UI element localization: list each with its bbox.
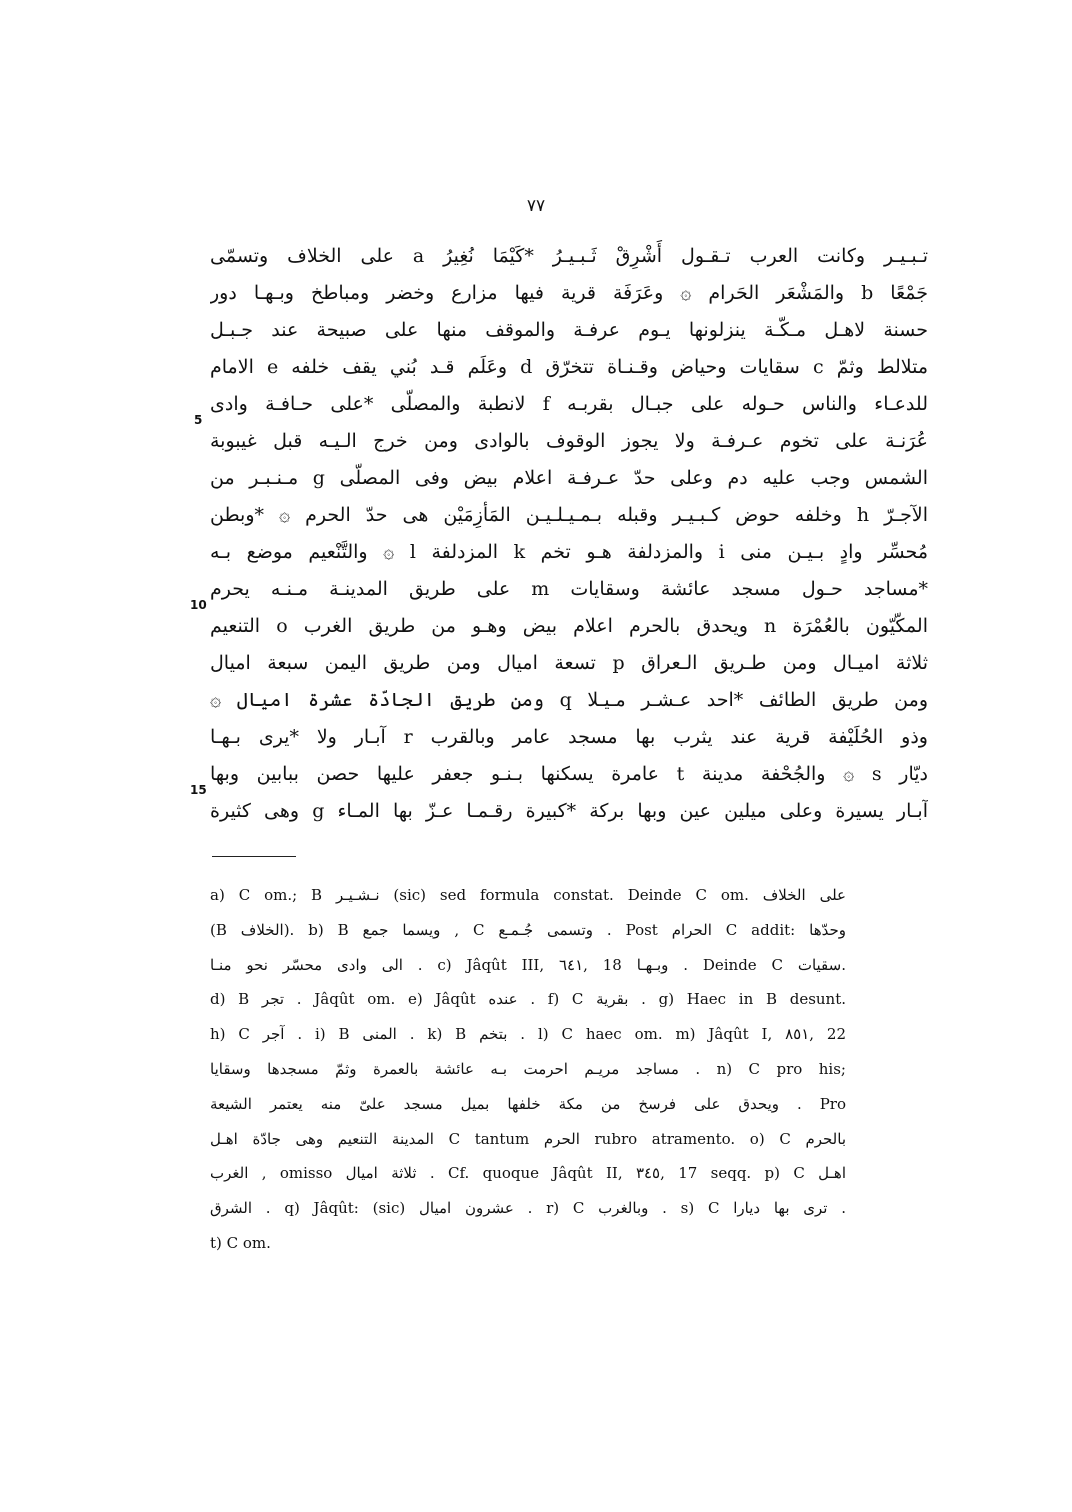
text-line: [210, 793, 928, 830]
footnote-line: d) B تجر . Jâqût om. e) Jâqût عنده . f) C بقرية . g) Haec in B desunt.: [210, 990, 846, 1009]
text-line: [210, 312, 928, 349]
text-line: [210, 645, 928, 682]
footnote-line: الى وادى محسّر نحو منـا . c) Jâqût III, ٦٤١, 18 وبـهـا . Deinde C سقيات.: [210, 955, 846, 974]
line-text: متلالط وثمّ c سقايات وحياض وقـنـاة تتخرّق d وعَلَم قـد بُني يقف خلفه e الامام: [210, 356, 928, 378]
line-text: تـبـيـر وكانت العرب تـقـول أَشْرِقْ ثَـبـيـرُ *كَيْمَا نُغِيرُ a على الخلاف وتسمّى: [210, 245, 928, 267]
footnote-line: ويحدق على فرسخ من مكة خلفها بميل مسجد علىّ منه يعتمر الشيعة . Pro: [210, 1094, 846, 1113]
line-text: جَمْعًا b والمَشْعَر الحَرام ۞ وعَرَفَة قرية فيها مزارع وخضر ومباطخ وبـهـا دور: [210, 282, 928, 304]
footnote-divider: [212, 856, 296, 857]
footnote-line: (B الخلاف). b) B ويسما جمع , C وتسمى جُـمـع . Post الحرام C addit: وحدّها: [210, 920, 846, 939]
line-number-15: 15: [190, 783, 207, 797]
line-text: مُحسِّر وادٍ بـيـن منى i والمزدلفة هـو تخم k المزدلفة l ۞ والتَّنْعيم موضع بـه: [210, 541, 928, 563]
line-text: الآجـرّ h وخلفه حوض كـبـيـر وقبله بـمـيـلـيـن المَأزِمَيْن هى حدّ الحرم ۞ *وبطن: [210, 504, 928, 526]
text-line: [210, 497, 928, 534]
footnote-line: المدينة التنعيم وهى جادّة اهـل C tantum الحرم rubro atramento. o) C بالحرم: [210, 1129, 846, 1148]
text-line: [210, 386, 928, 423]
text-line: [210, 682, 928, 719]
text-line: [210, 719, 928, 756]
line-number-5: 5: [194, 413, 203, 427]
line-text: حسنة لاهـل مـكّـة ينزلونها يـوم عرفـة والموقف منها على صبيحة عند جـبـل: [210, 319, 928, 341]
footnote-line: مساجد مريـم احرمت بـه عائشة بالعمرة وثمّ مسجدها وسقايا . n) C pro his;: [210, 1059, 846, 1078]
text-line: [210, 349, 928, 386]
line-text: الشمس وجب عليه دم وعلى حدّ عـرفـة اعلام بيض وفى المصلّى g مـنـبـر من: [210, 467, 928, 489]
line-text: المكّيّون بالعُمْرَة n ويحدق بالحرم اعلام بيض وهـو من طريق الغرب o التنعيم: [210, 615, 928, 637]
text-line: [210, 534, 928, 571]
line-text: للدعـاء والناس حـوله على جبـال بقربـه f لانطبة والمصلّى *على حـافـة وادى: [210, 393, 928, 415]
page-number: ٧٧: [526, 196, 546, 216]
footnote-line: a) C om.; B نـشـيـر (sic) sed formula constat. Deinde C om. على الخلاف: [210, 886, 846, 904]
line-text: آبـار يسيرة وعلى ميلين عين وبها بركة *كبيرة رقـمـا عـزّ بها المـاء g وهى كثيرة: [210, 800, 928, 822]
line-text: ومن طريق الطائف *احد عـشـر مـيـلا q ومن طريق الجادّة عشرة اميال ۞: [210, 689, 928, 711]
line-text: عُرَنـة على تخوم عـرفـة ولا يجوز الوقوف بالوادى ومن خرج الـيـه قبل غيبوبة: [210, 430, 928, 452]
text-line: [210, 756, 928, 793]
line-text: ثلاثة اميـال ومن طـريق الـعراق p تسعة اميال ومن طريق اليمن سبعة اميال: [210, 652, 928, 674]
footnote-line: t) C om.: [210, 1233, 271, 1252]
text-line: [210, 423, 928, 460]
text-line: [210, 275, 928, 312]
footnote-line: الغرب , omisso ثلاثة اميال . Cf. quoque Jâqût II, ٣٤٥, 17 seqq. p) C اهـل: [210, 1164, 846, 1183]
text-line: [210, 238, 928, 275]
footnote-line: الشرق . q) Jâqût: (sic) عشرون اميال . r) C وبالغرب . s) C ترى بها ديارا .: [210, 1199, 846, 1218]
footnotes-block: [210, 878, 846, 1261]
line-text: *مساجد حـول مسجد عائشة وسقايات m على طريق المدينـة مـنـه يحرم: [210, 578, 928, 600]
footnote-line: h) C آجر . i) B المنى . k) B بتخم . l) C haec om. m) Jâqût I, ٨٥١, 22: [210, 1025, 846, 1044]
line-number-10: 10: [190, 598, 207, 612]
text-line: [210, 460, 928, 497]
text-line: [210, 608, 928, 645]
line-text: وذو الحُلَيْفة قرية عند يثرب بها مسجد عامر وبالقرب r آبـار ولا *يرى بـهـا: [210, 726, 928, 748]
main-text-block: [210, 238, 928, 830]
line-text: ديّار s ۞ والجُحْفة مدينة t عامرة يسكنها بـنـو جعفر عليها حصن ببابين وبها: [210, 763, 928, 785]
text-line: [210, 571, 928, 608]
